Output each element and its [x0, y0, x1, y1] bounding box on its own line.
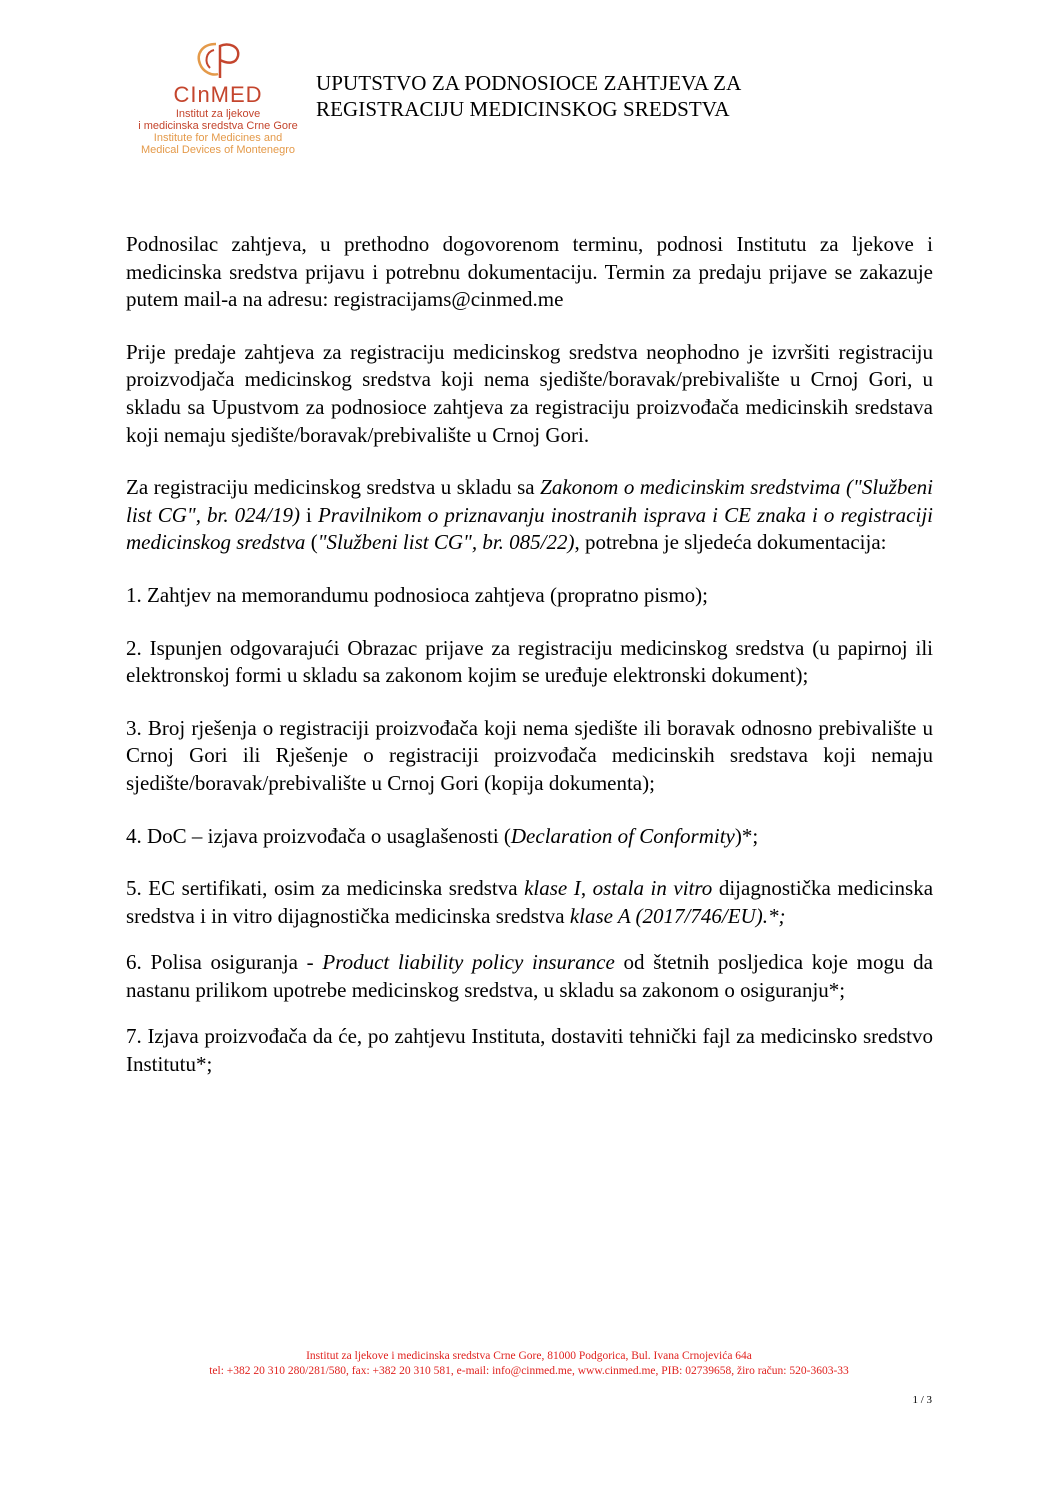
document-title [316, 70, 741, 122]
list-item: 3. Broj rješenja o registraciji proizvođača koji nema sjedište ili boravak odnosno prebivalište u Crnoj Gori ili Rješenje o registraciji proizvođača medicinskih sredstava koji nemaju sjedište/boravak/prebivalište u Crnoj Gori (kopija dokumenta); [126, 715, 933, 795]
list-item: 2. Ispunjen odgovarajući Obrazac prijave za registraciju medicinskog sredstva (u papirnoj ili elektronskoj formi u skladu sa zakonom kojim se uređuje elektronski dokument); [126, 635, 933, 688]
list-item: 6. Polisa osiguranja - Product liability policy insurance od štetnih posljedica koje mogu da nastanu prilikom upotrebe medicinskog sredstva, u skladu sa zakonom o osiguranju*; [126, 950, 933, 1002]
footer-address: Institut za ljekove i medicinska sredstva Crne Gore, 81000 Podgorica, Bul. Ivana Crnojevića 64a [306, 1350, 752, 1362]
title-line-1: UPUTSTVO ZA PODNOSIOCE ZAHTJEVA ZA [316, 71, 742, 95]
institute-logo [118, 38, 318, 156]
page-footer [100, 1349, 958, 1379]
list-item: 4. DoC – izjava proizvođača o usaglašenosti (Declaration of Conformity)*; [126, 823, 759, 848]
logo-line-2: i medicinska sredstva Crne Gore [138, 120, 298, 132]
logo-line-3: Institute for Medicines and [153, 132, 283, 144]
list-item: 1. Zahtjev na memorandumu podnosioca zahtjeva (propratno pismo); [126, 582, 709, 607]
logo-line-1: Institut za ljekove [175, 108, 261, 120]
page-number: 1 / 3 [912, 1394, 932, 1406]
manufacturer-registration-paragraph: Prije predaje zahtjeva za registraciju medicinskog sredstva neophodno je izvršiti registraciju proizvodjača medicinskog sredstva koji nema sjedište/boravak/prebivalište u Crnoj Gori, u skladu sa Upustvom za podnosioce zahtjeva za registraciju proizvođača medicinskih sredstava koji nemaju sjedište/boravak/prebivalište u Crnoj Gori. [126, 339, 933, 447]
footer-contacts: tel: +382 20 310 280/281/580, fax: +382 20 310 581, e-mail: info@cinmed.me, www.cinmed.me, PIB: 02739658, žiro račun: 520-3603-33 [209, 1365, 849, 1377]
list-item: 7. Izjava proizvođača da će, po zahtjevu Instituta, dostaviti tehnički fajl za medicinsko sredstvo Institutu*; [126, 1024, 933, 1077]
logo-name: CInMED [173, 82, 263, 107]
document-body [126, 231, 933, 1104]
cinmed-logo-icon [188, 38, 248, 84]
intro-paragraph: Podnosilac zahtjeva, u prethodno dogovorenom terminu, podnosi Institutu za ljekove i medicinska sredstva prijavu i potrebnu dokumentaciju. Termin za predaju prijave se zakazuje putem mail-a na adresu: registracijams@cinmed.me [126, 232, 933, 312]
legal-basis-paragraph: Za registraciju medicinskog sredstva u skladu sa Zakonom o medicinskim sredstvima ("Službeni list CG", br. 024/19) i Pravilnikom o priznavanju inostranih isprava i CE znaka i o registraciji medicinskog sredstva ("Službeni list CG", br. 085/22), potrebna je sljedeća dokumentacija: [126, 475, 934, 555]
list-item: 5. EC sertifikati, osim za medicinska sredstva klase I, ostala in vitro dijagnostička medicinska sredstva i in vitro dijagnostička medicinska sredstva klase A (2017/746/EU).*; [126, 876, 934, 928]
title-line-2: REGISTRACIJU MEDICINSKOG SREDSTVA [316, 97, 730, 121]
logo-line-4: Medical Devices of Montenegro [140, 144, 296, 156]
